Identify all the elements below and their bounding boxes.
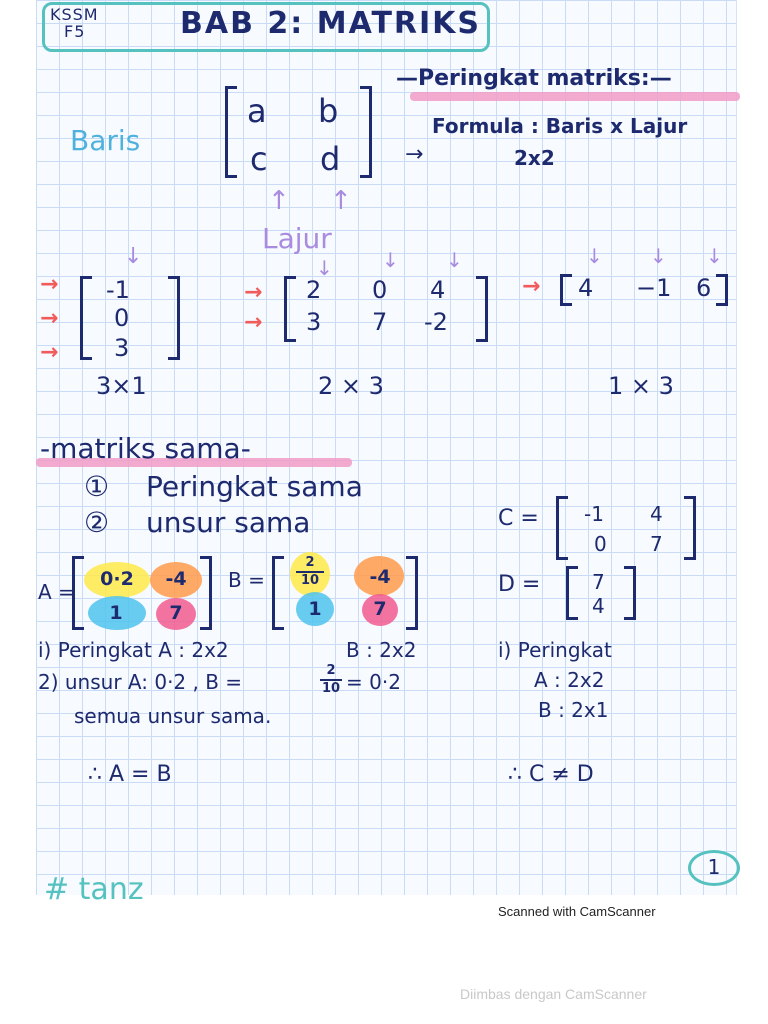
course-label bbox=[50, 6, 99, 40]
arrow-right-icon: → bbox=[522, 274, 541, 299]
row-label: Baris bbox=[70, 124, 141, 157]
matrix-order: 1 × 3 bbox=[608, 372, 674, 400]
matrix-cell: −1 bbox=[636, 274, 672, 302]
arrow-right-icon: → bbox=[244, 280, 263, 305]
arrow-down-icon: ↓ bbox=[124, 244, 143, 269]
conclusion-A-B: ∴ A = B bbox=[88, 762, 172, 787]
matrix-left-bracket bbox=[225, 86, 237, 178]
matrix-cell: 7 bbox=[650, 532, 663, 556]
matrix-left-bracket bbox=[560, 274, 572, 306]
step-3: semua unsur sama. bbox=[74, 704, 272, 728]
cd-step-b: B : 2x1 bbox=[538, 698, 609, 722]
fraction-numerator: 2 bbox=[326, 663, 336, 678]
matrix-left-bracket bbox=[72, 556, 84, 630]
matrix-cell: 0 bbox=[114, 304, 130, 332]
matrix-cell: 4 bbox=[592, 594, 605, 618]
matrix-right-bracket bbox=[476, 276, 488, 342]
step-2: 2) unsur A: 0·2 , B = bbox=[38, 670, 243, 694]
equal-heading: -matriks sama- bbox=[40, 432, 251, 465]
matrix-cell: -1 bbox=[106, 276, 130, 304]
matrix-cell: 4 bbox=[578, 274, 594, 302]
arrow-up-icon: ↑ bbox=[268, 186, 290, 216]
matrix-left-bracket bbox=[272, 556, 284, 630]
matrix-left-bracket bbox=[80, 276, 92, 360]
matrix-cell: 1 bbox=[109, 602, 123, 624]
matrix-cell-c: c bbox=[250, 140, 268, 178]
fraction bbox=[296, 556, 324, 588]
arrow-right-icon: → bbox=[244, 310, 263, 335]
matrix-cell: 2 bbox=[306, 276, 322, 304]
page-title: BAB 2: MATRIKS bbox=[180, 6, 482, 41]
arrow-right-icon: → bbox=[40, 340, 59, 365]
heading-highlight bbox=[410, 92, 740, 101]
fraction-denominator: 10 bbox=[300, 573, 320, 588]
matrix-right-bracket bbox=[406, 556, 418, 630]
fraction bbox=[320, 664, 342, 696]
condition-2-number: ② bbox=[84, 506, 110, 539]
matrix-cell: 3 bbox=[306, 308, 322, 336]
matrix-C-label: C = bbox=[498, 506, 539, 531]
fraction-numerator: 2 bbox=[305, 555, 315, 570]
fraction-denominator: 10 bbox=[321, 681, 341, 696]
matrix-right-bracket bbox=[716, 274, 728, 306]
column-label: Lajur bbox=[262, 222, 332, 255]
matrix-A-label: A = bbox=[38, 580, 75, 604]
matrix-right-bracket bbox=[360, 86, 372, 178]
rank-example-order: 2x2 bbox=[514, 146, 555, 170]
matrix-B-label: B = bbox=[228, 568, 265, 592]
condition-1: Peringkat sama bbox=[146, 470, 363, 503]
matrix-cell: 7 bbox=[372, 308, 388, 336]
matrix-right-bracket bbox=[624, 566, 636, 620]
arrow-down-icon: ↓ bbox=[446, 248, 463, 272]
matrix-right-bracket bbox=[168, 276, 180, 360]
matrix-cell: -4 bbox=[165, 568, 187, 590]
step-1b: B : 2x2 bbox=[346, 638, 417, 662]
signature: # tanz bbox=[44, 872, 144, 907]
matrix-right-bracket bbox=[684, 496, 696, 560]
matrix-left-bracket bbox=[566, 566, 578, 620]
course-line2: F5 bbox=[64, 22, 86, 41]
arrow-down-icon: ↓ bbox=[706, 244, 723, 268]
matrix-cell-a: a bbox=[247, 92, 267, 130]
matrix-cell-b: b bbox=[318, 92, 339, 130]
matrix-D-label: D = bbox=[498, 572, 541, 597]
matrix-left-bracket bbox=[556, 496, 568, 560]
matrix-cell: 6 bbox=[696, 274, 712, 302]
matrix-cell: 1 bbox=[308, 598, 322, 620]
rank-heading: —Peringkat matriks:— bbox=[396, 66, 672, 91]
matrix-cell: 4 bbox=[430, 276, 446, 304]
arrow-right-icon: → bbox=[40, 272, 59, 297]
matrix-right-bracket bbox=[200, 556, 212, 630]
matrix-cell: -1 bbox=[584, 502, 604, 526]
matrix-cell: 7 bbox=[592, 570, 605, 594]
arrow-right-icon: → bbox=[405, 142, 424, 167]
matrix-cell: -2 bbox=[424, 308, 448, 336]
matrix-cell: 7 bbox=[373, 598, 387, 620]
matrix-cell: 0 bbox=[372, 276, 388, 304]
page-number: 1 bbox=[688, 850, 740, 886]
arrow-right-icon: → bbox=[40, 306, 59, 331]
condition-2: unsur sama bbox=[146, 506, 311, 539]
cd-step-a: A : 2x2 bbox=[534, 668, 605, 692]
conclusion-C-D: ∴ C ≠ D bbox=[508, 762, 594, 787]
matrix-cell: 0·2 bbox=[100, 568, 134, 590]
scanner-watermark: Diimbas dengan CamScanner bbox=[460, 986, 647, 1002]
matrix-order: 3×1 bbox=[96, 372, 147, 400]
course-line1: KSSM bbox=[50, 5, 99, 24]
arrow-up-icon: ↑ bbox=[330, 186, 352, 216]
arrow-down-icon: ↓ bbox=[586, 244, 603, 268]
matrix-cell: -4 bbox=[369, 566, 391, 588]
step-2b: = 0·2 bbox=[346, 670, 401, 694]
arrow-down-icon: ↓ bbox=[650, 244, 667, 268]
matrix-cell: 0 bbox=[594, 532, 607, 556]
matrix-cell-d: d bbox=[320, 140, 341, 178]
arrow-down-icon: ↓ bbox=[382, 248, 399, 272]
matrix-left-bracket bbox=[284, 276, 296, 342]
condition-1-number: ① bbox=[84, 470, 110, 503]
matrix-cell: 7 bbox=[169, 602, 183, 624]
rank-formula: Formula : Baris x Lajur bbox=[432, 114, 688, 138]
arrow-down-icon: ↓ bbox=[316, 256, 333, 280]
matrix-cell: 4 bbox=[650, 502, 663, 526]
cd-step-title: i) Peringkat bbox=[498, 638, 612, 662]
matrix-order: 2 × 3 bbox=[318, 372, 384, 400]
scanner-caption: Scanned with CamScanner bbox=[498, 904, 656, 919]
matrix-cell: 3 bbox=[114, 334, 130, 362]
step-1: i) Peringkat A : 2x2 bbox=[38, 638, 229, 662]
